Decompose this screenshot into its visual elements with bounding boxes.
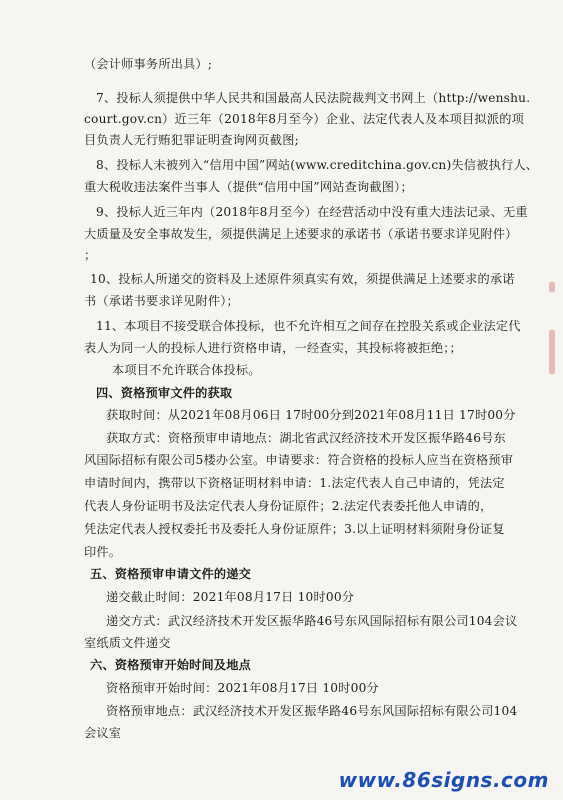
text-line: 凭法定代表人授权委托书及委托人身份证原件；3.以上证明材料须附身份证复 — [84, 522, 505, 536]
text-line: ； — [84, 248, 97, 262]
section-heading: 五、资格预审申请文件的递交 — [90, 567, 252, 581]
text-line: 表人为同一人的投标人进行资格申请，一经查实，其投标将被拒绝；； — [84, 341, 462, 355]
text-line: 7、投标人须提供中华人民共和国最高人民法院裁判文书网上（http://wenshu. — [96, 91, 531, 105]
text-line: 室纸质文件递交 — [84, 636, 171, 650]
text-line: 11、本项目不接受联合体投标，也不允许相互之间存在控股关系或企业法定代 — [96, 319, 521, 333]
text-line: （会计师事务所出具）; — [84, 57, 213, 71]
text-line: 获取方式：资格预审申请地点：湖北省武汉经济技术开发区振华路46号东 — [106, 431, 506, 445]
text-line: 申请时间内，携带以下资格证明材料申请：1.法定代表人自己申请的，凭法定 — [84, 476, 505, 490]
stamp-edge-mark — [549, 330, 555, 374]
text-line: 资格预审地点：武汉经济技术开发区振华路46号东风国际招标有限公司104 — [106, 704, 518, 718]
text-line: 印件。 — [84, 545, 122, 559]
text-line: 9、投标人近三年内（2018年8月至今）在经营活动中没有重大违法记录、无重 — [96, 205, 528, 219]
text-line: 本项目不允许联合体投标。 — [112, 363, 261, 377]
text-line: 资格预审开始时间：2021年08月17日 10时00分 — [106, 681, 379, 695]
text-line: 8、投标人未被列入“信用中国”网站(www.creditchina.gov.cn)失信被执行人、 — [96, 158, 539, 172]
text-line: 风国际招标有限公司5楼办公室。申请要求：符合资格的投标人应当在资格预审 — [84, 453, 514, 467]
text-line: 重大税收违法案件当事人（提供“信用中国”网站查询截图）； — [84, 180, 413, 194]
section-heading: 六、资格预审开始时间及地点 — [90, 658, 252, 672]
text-line: 递交截止时间：2021年08月17日 10时00分 — [106, 590, 355, 604]
text-line: 会议室 — [84, 726, 122, 740]
stamp-edge-mark — [549, 282, 555, 292]
text-line: 10、投标人所递交的资料及上述原件须真实有效，须提供满足上述要求的承诺 — [90, 272, 515, 286]
text-line: 目负责人无行贿犯罪证明查询网页截图; — [84, 133, 299, 147]
text-line: court.gov.cn）近三年（2018年8月至今）企业、法定代表人及本项目拟派的项 — [84, 112, 524, 126]
text-line: 大质量及安全事故发生，须提供满足上述要求的承诺书（承诺书要求详见附件） — [84, 227, 518, 241]
text-line: 获取时间：从2021年08月06日 17时00分到2021年08月11日 17时00分 — [106, 408, 516, 422]
section-heading: 四、资格预审文件的获取 — [96, 386, 233, 400]
text-line: 代表人身份证明书及法定代表人身份证原件；2.法定代表委托他人申请的， — [84, 499, 493, 513]
site-watermark: www.86signs.com — [338, 768, 549, 792]
text-line: 递交方式：武汉经济技术开发区振华路46号东风国际招标有限公司104会议 — [106, 614, 518, 628]
text-line: 书（承诺书要求详见附件）； — [84, 294, 239, 308]
